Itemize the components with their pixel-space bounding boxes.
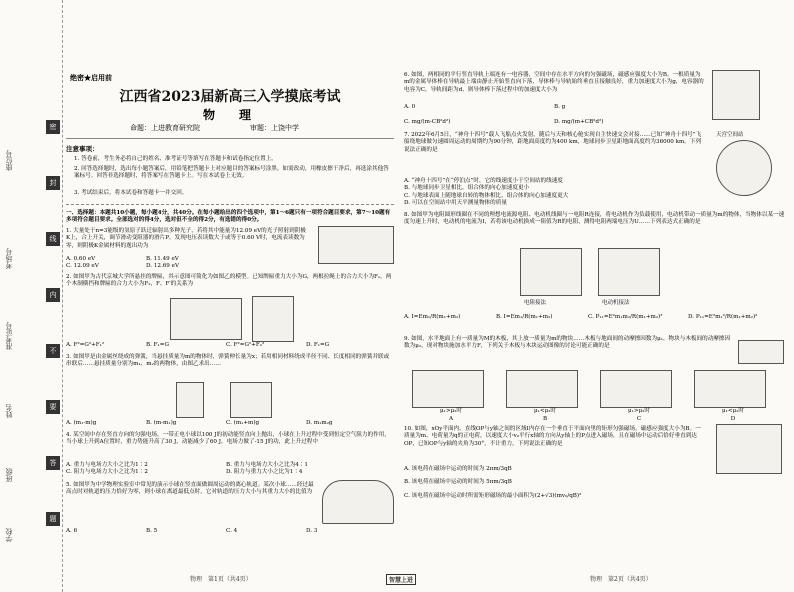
question-4-options	[66, 462, 394, 477]
option-b: B. 11.49 eV	[146, 256, 179, 262]
question-5-options	[66, 528, 394, 535]
option-b: B. I=Em₁/R(m₁+m₂)	[496, 314, 553, 320]
margin-label-name: 姓名	[5, 404, 13, 418]
option-d: D. 可以在空间站中用天平测量物体的质量	[404, 200, 507, 207]
question-9-stem: 9. 如图，水平地面上有一质量为M的木板，其上放一质量为m的物块……木板与地面间的动摩擦因数为μ₁，物块与木板间的动摩擦因数为μ₂，现对物块施加水平力F，下列关于木板与木块运动图像的讨论可能正确的是	[404, 336, 731, 350]
question-9-conditions	[404, 408, 788, 415]
option-d: D. F₁=G	[306, 342, 330, 348]
q8-figure-a	[520, 248, 582, 296]
divider	[66, 204, 394, 205]
section-one-instructions: 一、选择题：本题共10小题，每小题4分，共40分。在每小题给出的四个选项中，第1～6题只有一项符合题目要求，第7～10题有多项符合题目要求。全部选对的得4分，选对但不全的得2分，有选错的得0分。	[66, 210, 391, 224]
option-b: B. 与地球同步卫星相比，组合体的向心加速度更小	[404, 185, 530, 192]
option-b: B. (m-m₁)g	[146, 420, 177, 426]
seal-char: 内	[46, 288, 60, 302]
page-footer-left: 物理 第1页（共4页）	[190, 576, 252, 583]
q2-model-figure	[252, 296, 294, 342]
q10-field-figure	[716, 424, 782, 474]
question-1-options	[66, 256, 306, 271]
option-a: A	[448, 416, 454, 422]
graph-b-condition: μ₁<μ₂时	[533, 408, 557, 414]
q1-circuit-figure	[318, 226, 394, 264]
seal-char: 密	[46, 120, 60, 134]
option-b: B. 该电荷在磁场中运动的时间为 5πm/3qB	[404, 479, 512, 486]
option-c: C. (m₁+m)g	[226, 420, 260, 426]
question-10-options	[404, 466, 704, 500]
q3-spring-figure-a	[176, 382, 204, 418]
margin-label-room: 考场号	[5, 248, 13, 269]
option-d: D. 3	[306, 528, 318, 534]
graph-d-condition: μ₁<μ₂时	[721, 408, 745, 414]
option-a: A. F²=G²+F₁²	[66, 342, 105, 348]
margin-label-class: 班级	[5, 468, 13, 482]
option-c: C. mg/(m-CB²d²)	[404, 118, 451, 125]
q9-graph-a	[412, 370, 484, 408]
question-8-stem: 8. 如图甲为电阻圆形线圈在不同的理想电流源电阻、电动机线圈与一电阻R连接，将电动机作为负载使用，电动机带动一质量为m的物体，当物体以某一速度匀速上升时，电动机的电流为I，若将该电动机换成一阻值为R的电阻，测得电阻两端电压为U……下列表达式正确的是	[404, 212, 785, 226]
option-c: C. F²=G²+F₂²	[226, 342, 265, 348]
option-a: A. I=Em₁/R(m₁+m₂)	[404, 314, 461, 320]
q2-plaque-photo	[170, 298, 242, 340]
question-6-stem: 6. 如图，两相同的平行竖直导轨上端连有一电容器，空间中存在水平方向的匀强磁场，磁感应强度大小为B。一根质量为m的金属导体棒在导轨最上端由静止开始竖直向下落，导体棒与导轨始终垂直且接触良好，重力加速度大小为g，电容器的电容为C，导轨间距为d，则导体棒下落过程中的加速度大小为	[404, 72, 704, 93]
margin-label-ticket: 准考证号	[5, 322, 13, 350]
option-d: D. P₁₁=E²m₁²/R(m₁+m₂)²	[688, 314, 758, 320]
question-9-options	[404, 416, 788, 423]
q9-graph-c	[600, 370, 672, 408]
option-a: A. 6	[66, 528, 78, 534]
q8-caption-a: 电阻接法	[524, 300, 547, 306]
q9-block-figure	[738, 340, 784, 364]
q7-orbit-figure	[716, 140, 772, 196]
option-c: C. P₁₁=E²m₁m₂/R(m₁+m₂)²	[588, 314, 663, 320]
question-1-stem: 1. 大量处于n=3能级的氢原子跃迁辐射出多种光子，若将其中能量为12.09 eV的光子照射到阴极K上，合上开关，调节滑动变阻器的滑片P，发现电压表读数大于或等于0.60 V时，电流表读数为零，则阴极K金属材料的逸出功为	[66, 228, 306, 249]
option-d: D. mg/(m+CB²d²)	[554, 118, 604, 125]
brand-mark: 智慧上进	[386, 574, 416, 585]
option-d: D. 阻力与重力大小之比为1∶4	[226, 469, 303, 476]
option-c: C. 12.09 eV	[66, 263, 99, 270]
option-a: A. “神舟十四号”在“停泊点”时，它的线速度小于空间站的线速度	[404, 178, 563, 184]
option-b: B. 重力与电场力大小之比为4∶1	[226, 462, 308, 468]
q9-graph-d	[694, 370, 766, 408]
exam-title: 江西省2023届新高三入学摸底考试	[119, 89, 341, 105]
q8-figure-b	[598, 248, 660, 296]
option-c: C. 4	[226, 528, 238, 534]
margin-label-school: 学校	[5, 528, 13, 542]
option-b: B	[542, 416, 548, 422]
q8-caption-b: 电动机接法	[602, 300, 630, 306]
graph-a-condition: μ₁>μ₂时	[439, 408, 463, 414]
seal-char: 要	[46, 400, 60, 414]
q7-figure-label: 天宫空间站	[716, 132, 744, 138]
option-a: A. 0.60 eV	[66, 256, 96, 262]
notice-item: 2. 回答选择题时，选出每小题答案后，用铅笔把答题卡上对应题目的答案标号涂黑。如需改动，用橡皮擦干净后，再选涂其他答案标号。回答非选择题时，将答案写在答题卡上。写在本试卷上无效。	[74, 166, 389, 180]
option-c: C. 与地球表面上随地球自转的物体相比，组合体的向心加速度更大	[404, 192, 569, 199]
secret-tag: 绝密★启用前	[70, 73, 112, 82]
option-a: A. 该电荷在磁场中运动的时间为 2πm/3qB	[404, 466, 512, 472]
option-a: A. 0	[404, 104, 416, 110]
option-b: B. 5	[146, 528, 158, 534]
option-d: D. m₁m₂g	[306, 420, 333, 426]
q6-capacitor-rail-figure	[712, 70, 760, 120]
notice-item: 3. 考试结束后，将本试卷和答题卡一并交回。	[74, 190, 188, 196]
notice-title: 注意事项：	[66, 145, 99, 153]
question-10-stem: 10. 如图，xOy平面内，直线OP与y轴之间的区域Ⅰ内存在一个垂直于平面向里的矩形匀强磁场，磁感应强度大小为B。一质量为m、电荷量为q的正电荷，以速度大小v₀平行x轴的方向从y轴上的P点进入磁场，且在磁场中运动后恰好垂直到达OP，已知OP与y轴的夹角为30°，不计重力，下列说法正确的是	[404, 426, 701, 447]
q5-loop-track-figure	[322, 480, 394, 524]
q3-spring-figure-b	[230, 382, 272, 418]
seal-char: 线	[46, 232, 60, 246]
question-3-stem: 3. 如图甲是由金属丝绕成的弹簧，当悬挂质量为m的物体时，弹簧伸长量为x；若用相同材料绕成半径不同、长度相同的弹簧并联或串联后……悬挂质量分别为m₁、m₂的两物体，由图乙求出……	[66, 354, 390, 368]
seal-char: 封	[46, 176, 60, 190]
seal-char: 答	[46, 456, 60, 470]
divider	[66, 138, 394, 139]
subject-title: 物 理	[202, 108, 257, 122]
question-8-options	[404, 314, 788, 321]
option-d: D	[730, 416, 736, 422]
proposer: 命题：上进教育研究院	[130, 124, 200, 132]
question-7-stem: 7. 2022年6月5日，“神舟十四号”载人飞船点火发射，随后与天和核心舱实现自主快速交会对接……已知“神舟十四号”飞船绕地球做匀速圆周运动的周期约为90分钟，距地面高度约为400 km，地球同步卫星距地面高度约为36000 km。下列说法正确的是	[404, 132, 702, 153]
binding-margin	[0, 0, 63, 592]
question-5-stem: 5. 如图甲为中学物理实验室中常见的演示小球在竖直面做圆周运动的离心轨道。某次小球……经过最高点时对轨道的压力恰好为零，则小球在离道最低点时，它对轨道的压力大小与其重力大小的比值为	[66, 482, 314, 496]
question-4-stem: 4. 某空间中存在竖直方向的匀强电场，一带正电小球以100 J的初动能竖直向上抛出，小球在上升过程中受到恒定空气阻力的作用，当小球上升到A位置时，重力势能升高了30 J，动能减少了60 J，电场力做了-15 J的功，此上升过程中	[66, 432, 390, 446]
graph-c-condition: μ₁>μ₂时	[627, 408, 651, 414]
option-a: A. (m₁-m)g	[66, 420, 97, 426]
option-b: B. F₁=G	[146, 342, 169, 348]
question-2-options	[66, 342, 394, 349]
option-d: D. 12.69 eV	[146, 263, 179, 270]
notice-item: 1. 答卷前，考生务必将自己的姓名、准考证号等填写在答题卡和试卷指定位置上。	[74, 156, 277, 162]
reviewer: 审题：上饶中学	[250, 124, 299, 132]
seal-char: 题	[46, 512, 60, 526]
question-6-options	[404, 104, 704, 126]
option-c: C. 阻力与电场力大小之比为1∶2	[66, 469, 148, 476]
option-c: C	[636, 416, 642, 422]
question-7-options	[404, 178, 704, 208]
page-footer-right: 物理 第2页（共4页）	[590, 576, 652, 583]
question-3-options	[66, 420, 394, 427]
margin-label-seat: 座位号	[5, 150, 13, 171]
question-2-stem: 2. 如图甲为古代京城大学所悬挂的牌匾，其示意图可简化为如图乙的模型。已知牌匾重力大小为G，两根拉绳上的合力大小为F₁，两个木制横挡和牌匾的合力大小为F₂，F、F′的关系为	[66, 274, 392, 288]
option-b: B. g	[554, 104, 566, 110]
q9-graph-b	[506, 370, 578, 408]
option-a: A. 重力与电场力大小之比为1∶2	[66, 462, 148, 468]
seal-char: 不	[46, 344, 60, 358]
option-c: C. 该电荷在磁场中运动时所需矩形磁场的最小面积为(2+√3)(mv₀/qB)²	[404, 492, 582, 499]
